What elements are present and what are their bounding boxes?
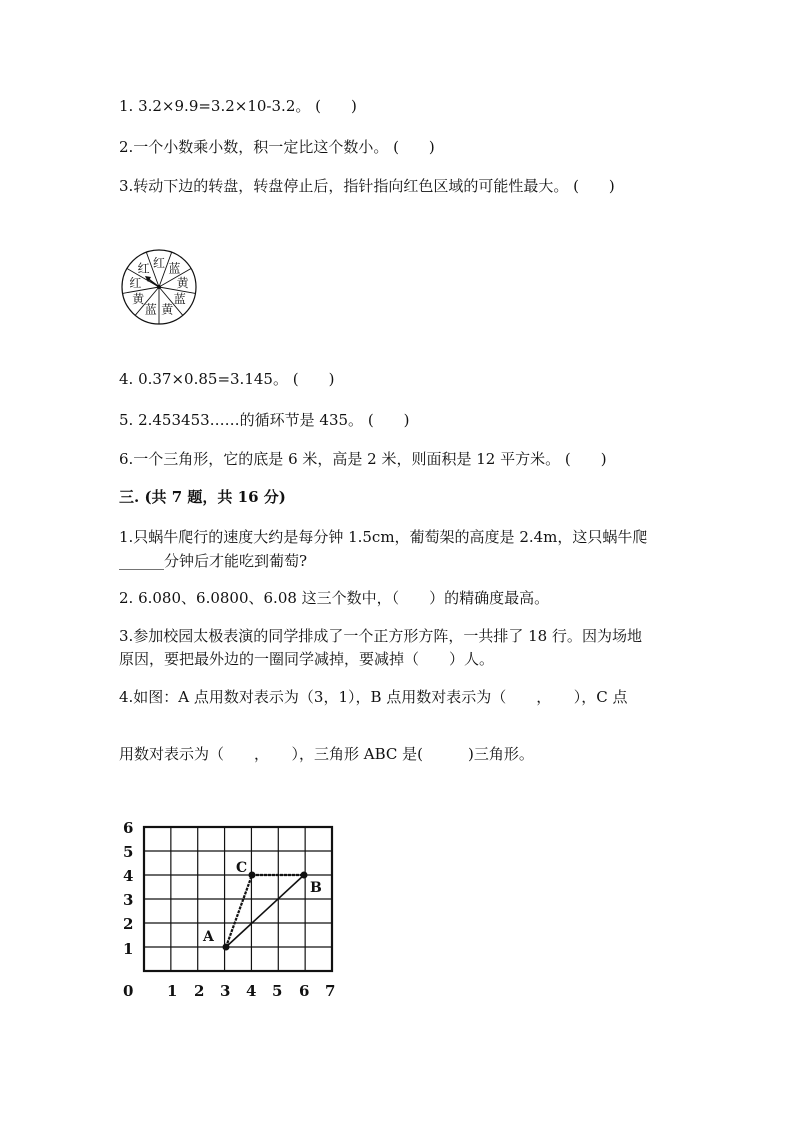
fill-question-3-line-2: 原因，要把最外边的一圈同学减掉，要减掉（ ）人。 — [119, 650, 495, 668]
point-b-dot — [301, 872, 308, 879]
spinner-sector-label: 黄 — [161, 302, 174, 317]
judge-question-1: 1. 3.2×9.9=3.2×10-3.2。 ( ) — [119, 97, 357, 115]
point-a-dot — [223, 944, 230, 951]
judge-question-6: 6.一个三角形，它的底是 6 米，高是 2 米，则面积是 12 平方米。 ( ) — [119, 450, 607, 468]
y-label-6: 6 — [123, 819, 134, 837]
judge-question-3: 3.转动下边的转盘，转盘停止后，指针指向红色区域的可能性最大。 ( ) — [119, 177, 615, 195]
x-label-3: 3 — [220, 982, 231, 1000]
judge-question-5: 5. 2.453453……的循环节是 435。 ( ) — [119, 411, 410, 429]
x-label-2: 2 — [194, 982, 205, 1000]
x-label-0: 0 — [123, 982, 134, 1000]
y-label-4: 4 — [123, 867, 134, 885]
x-label-6: 6 — [299, 982, 310, 1000]
spinner-sector-label: 红 — [129, 275, 142, 290]
segment-ac — [226, 875, 252, 947]
point-a-label: A — [203, 929, 214, 945]
point-b-label: B — [310, 880, 322, 896]
judge-question-4: 4. 0.37×0.85=3.145。 ( ) — [119, 370, 335, 388]
spinner-sector-label: 蓝 — [144, 302, 157, 317]
y-label-2: 2 — [123, 915, 134, 933]
coordinate-grid-figure — [116, 816, 346, 1006]
fill-question-1-line-2: ______分钟后才能吃到葡萄? — [119, 552, 308, 570]
spinner-sector-label: 黄 — [132, 292, 145, 306]
x-label-4: 4 — [246, 982, 257, 1000]
segment-ab — [226, 875, 304, 947]
spinner-sector-label: 红 — [152, 256, 166, 270]
spinner-wheel — [119, 247, 199, 327]
section-3-heading: 三. (共 7 题，共 16 分) — [119, 488, 286, 506]
y-label-3: 3 — [123, 891, 134, 909]
x-label-7: 7 — [325, 982, 336, 1000]
fill-question-2: 2. 6.080、6.0800、6.08 这三个数中，（ ）的精确度最高。 — [119, 589, 550, 607]
fill-question-3-line-1: 3.参加校园太极表演的同学排成了一个正方形方阵，一共排了 18 行。因为场地 — [119, 627, 642, 645]
y-label-1: 1 — [123, 940, 134, 958]
spinner-sector-label: 蓝 — [173, 292, 186, 306]
x-label-5: 5 — [272, 982, 283, 1000]
x-label-1: 1 — [167, 982, 178, 1000]
spinner-center — [157, 285, 161, 289]
point-c-label: C — [236, 860, 248, 876]
judge-question-2: 2.一个小数乘小数，积一定比这个数小。 ( ) — [119, 138, 435, 156]
fill-question-4-line-1: 4.如图：A 点用数对表示为（3，1），B 点用数对表示为（ ， ），C 点 — [119, 688, 628, 706]
spinner-sector-label: 蓝 — [168, 261, 181, 276]
spinner-sector-label: 红 — [137, 261, 150, 276]
fill-question-4-line-2: 用数对表示为（ ， ），三角形 ABC 是( )三角形。 — [119, 745, 534, 763]
fill-question-1-line-1: 1.只蜗牛爬行的速度大约是每分钟 1.5cm，葡萄架的高度是 2.4m，这只蜗牛爬 — [119, 528, 648, 546]
y-label-5: 5 — [123, 843, 134, 861]
point-c-dot — [249, 872, 256, 879]
spinner-sector-label: 黄 — [176, 275, 189, 290]
